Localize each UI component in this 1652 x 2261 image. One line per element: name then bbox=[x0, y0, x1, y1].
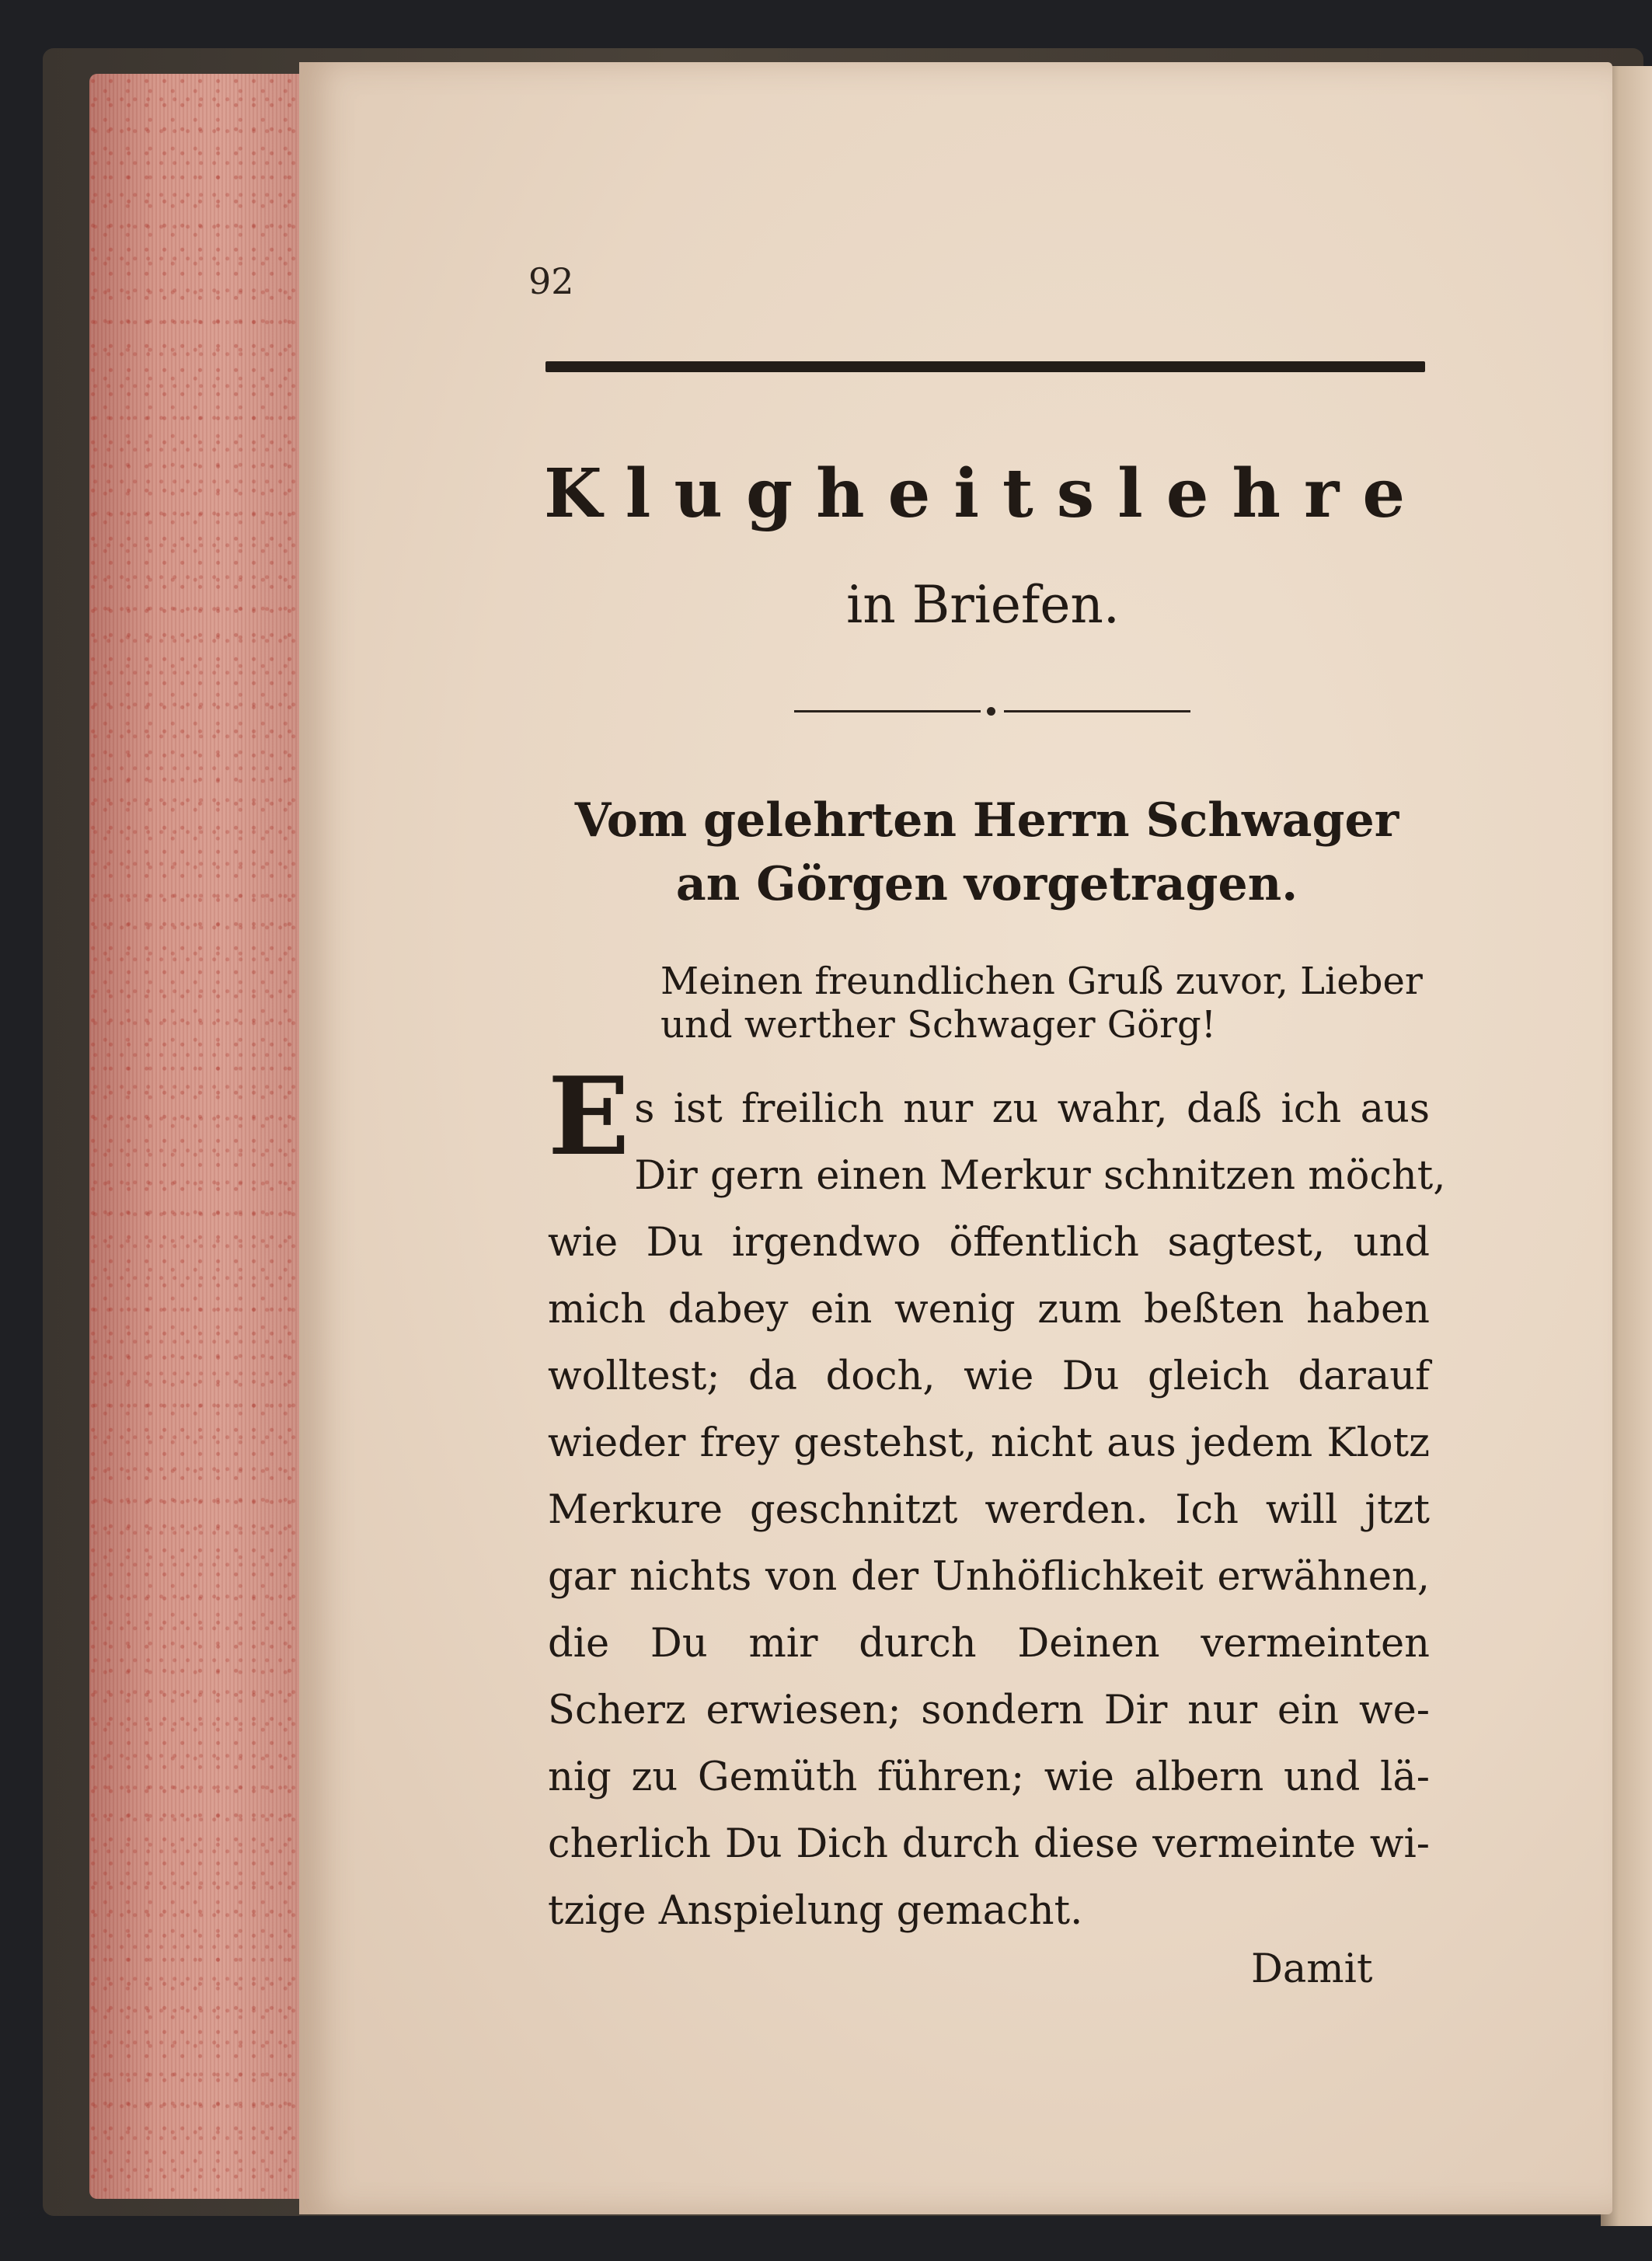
body-line: s ist freilich nur zu wahr, daß ich aus bbox=[634, 1086, 1430, 1132]
page-title: Klugheitslehre bbox=[544, 455, 1429, 533]
header-rule bbox=[545, 361, 1425, 372]
page-edges bbox=[89, 74, 315, 2199]
body-line: wolltest; da doch, wie Du gleich darauf bbox=[548, 1353, 1430, 1399]
body-line: tzige Anspielung gemacht. bbox=[548, 1888, 1083, 1934]
drop-cap: E bbox=[548, 1053, 630, 1179]
salutation bbox=[544, 960, 1430, 1047]
body-line: gar nichts von der Unhöflichkeit erwähnen, bbox=[548, 1554, 1430, 1600]
body-line: nig zu Gemüth führen; wie albern und lä- bbox=[548, 1754, 1430, 1800]
body-line: wieder frey gestehst, nicht aus jedem Klotz bbox=[548, 1420, 1430, 1466]
body-line: mich dabey ein wenig zum beßten haben bbox=[548, 1287, 1430, 1333]
letter-body bbox=[548, 1053, 1446, 1945]
red-speckle-edge bbox=[89, 74, 315, 2199]
page-number: 92 bbox=[528, 260, 574, 302]
salutation-line: und werther Schwager Görg! bbox=[660, 1003, 1216, 1047]
catchword: Damit bbox=[1251, 1946, 1373, 1992]
body-line: die Du mir durch Deinen vermeinten bbox=[548, 1621, 1430, 1667]
letter-heading: Vom gelehrten Herrn Schwager an Görgen vorgetragen. bbox=[574, 793, 1399, 911]
divider-dot bbox=[987, 707, 995, 716]
body-line: Dir gern einen Merkur schnitzen möcht, bbox=[634, 1153, 1446, 1199]
body-line: Merkure geschnitzt werden. Ich will jtzt bbox=[548, 1487, 1430, 1533]
ornamental-divider bbox=[794, 703, 1190, 719]
divider-line-right bbox=[1004, 710, 1190, 712]
body-line: wie Du irgendwo öffentlich sagtest, und bbox=[548, 1220, 1430, 1266]
salutation-line: Meinen freundlichen Gruß zuvor, Lieber bbox=[660, 960, 1423, 1003]
divider-line-left bbox=[794, 710, 981, 712]
page-subtitle: in Briefen. bbox=[846, 575, 1120, 635]
body-line: cherlich Du Dich durch diese vermeinte wi- bbox=[548, 1821, 1430, 1867]
body-line: Scherz erwiesen; sondern Dir nur ein we- bbox=[548, 1688, 1430, 1733]
